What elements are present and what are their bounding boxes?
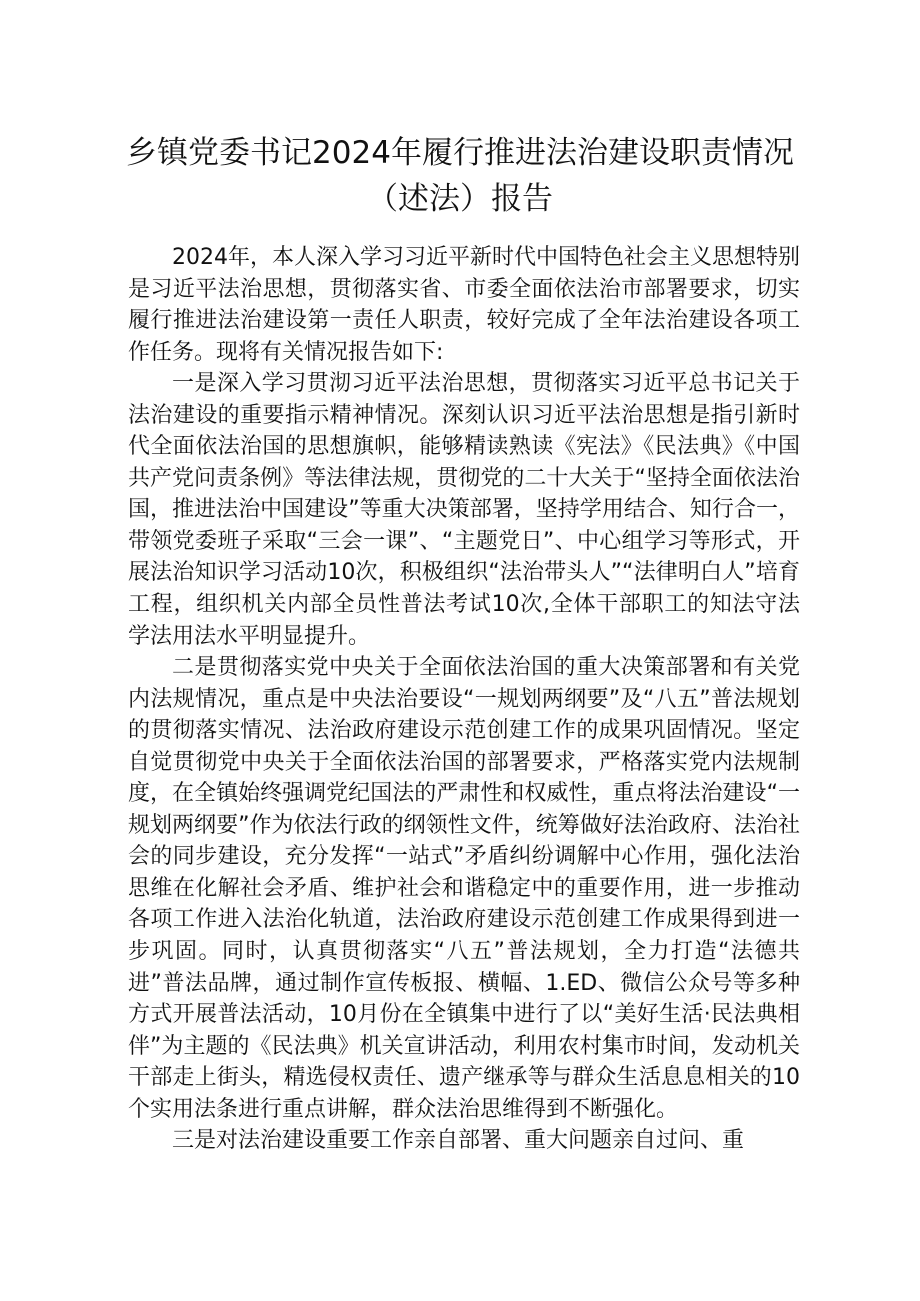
paragraph-point-one: 一是深入学习贯沏习近平法治思想，贯彻落实习近平总书记关于法治建设的重要指示精神情况。深刻认识习近平法治思想是指引新时代全面依法治国的思想旗帜，能够精读熟读《宪法》《民法典》《中国共产党问责条例》等法律法规，贯彻党的二十大关于“坚持全面依法治国，推进法治中国建设”等重大决策部署，坚持学用结合、知行合一，带领党委班子采取“三会一课”、“主题党日”、中心组学习等形式，开展法治知识学习活动10次，积极组织“法治带头人”“法律明白人”培育工程，组织机关内部全员性普法考试10次,全体干部职工的知法守法学法用法水平明显提升。 [128,371,800,649]
paragraph-intro: 2024年，本人深入学习习近平新时代中国特色社会主义思想特别是习近平法治思想，贯彻落实省、市委全面依法治市部署要求，切实履行推进法治建设第一责任人职责，较好完成了全年法治建设各项工作任务。现将有关情况报告如下: [128,245,800,365]
document-body [128,242,800,1157]
paragraph-point-two: 二是贯彻落实党中央关于全面依法治国的重大决策部署和有关党内法规情况，重点是中央法治要设“一规划两纲要”及“八五”普法规划的贯彻落实情况、法治政府建设示范创建工作的成果巩固情况。坚定自觉贯彻党中央关于全面依法治国的部署要求，严格落实党内法规制度，在全镇始终强调党纪国法的严肃性和权威性，重点将法治建设“一规划两纲要”作为依法行政的纲领性文件，统筹做好法治政府、法治社会的同步建设，充分发挥“一站式”矛盾纠纷调解中心作用，强化法治思维在化解社会矛盾、维护社会和谐稳定中的重要作用，进一步推动各项工作进入法治化轨道，法治政府建设示范创建工作成果得到进一步巩固。同时，认真贯彻落实“八五”普法规划，全力打造“法德共进”普法品牌，通过制作宣传板报、横幅、1.ED、微信公众号等多种方式开展普法活动，10月份在全镇集中进行了以“美好生活·民法典相伴”为主题的《民法典》机关宣讲活动，利用农村集市时间，发动机关干部走上街头，精选侵权责任、遗产继承等与群众生活息息相关的10个实用法条进行重点讲解，群众法治思维得到不断强化。 [128,655,800,1122]
document-title: 乡镇党委书记2024年履行推进法治建设职责情况（述法）报告 [126,135,794,217]
paragraph-point-three: 三是对法治建设重要工作亲自部署、重大问题亲自过问、重 [172,1128,745,1154]
